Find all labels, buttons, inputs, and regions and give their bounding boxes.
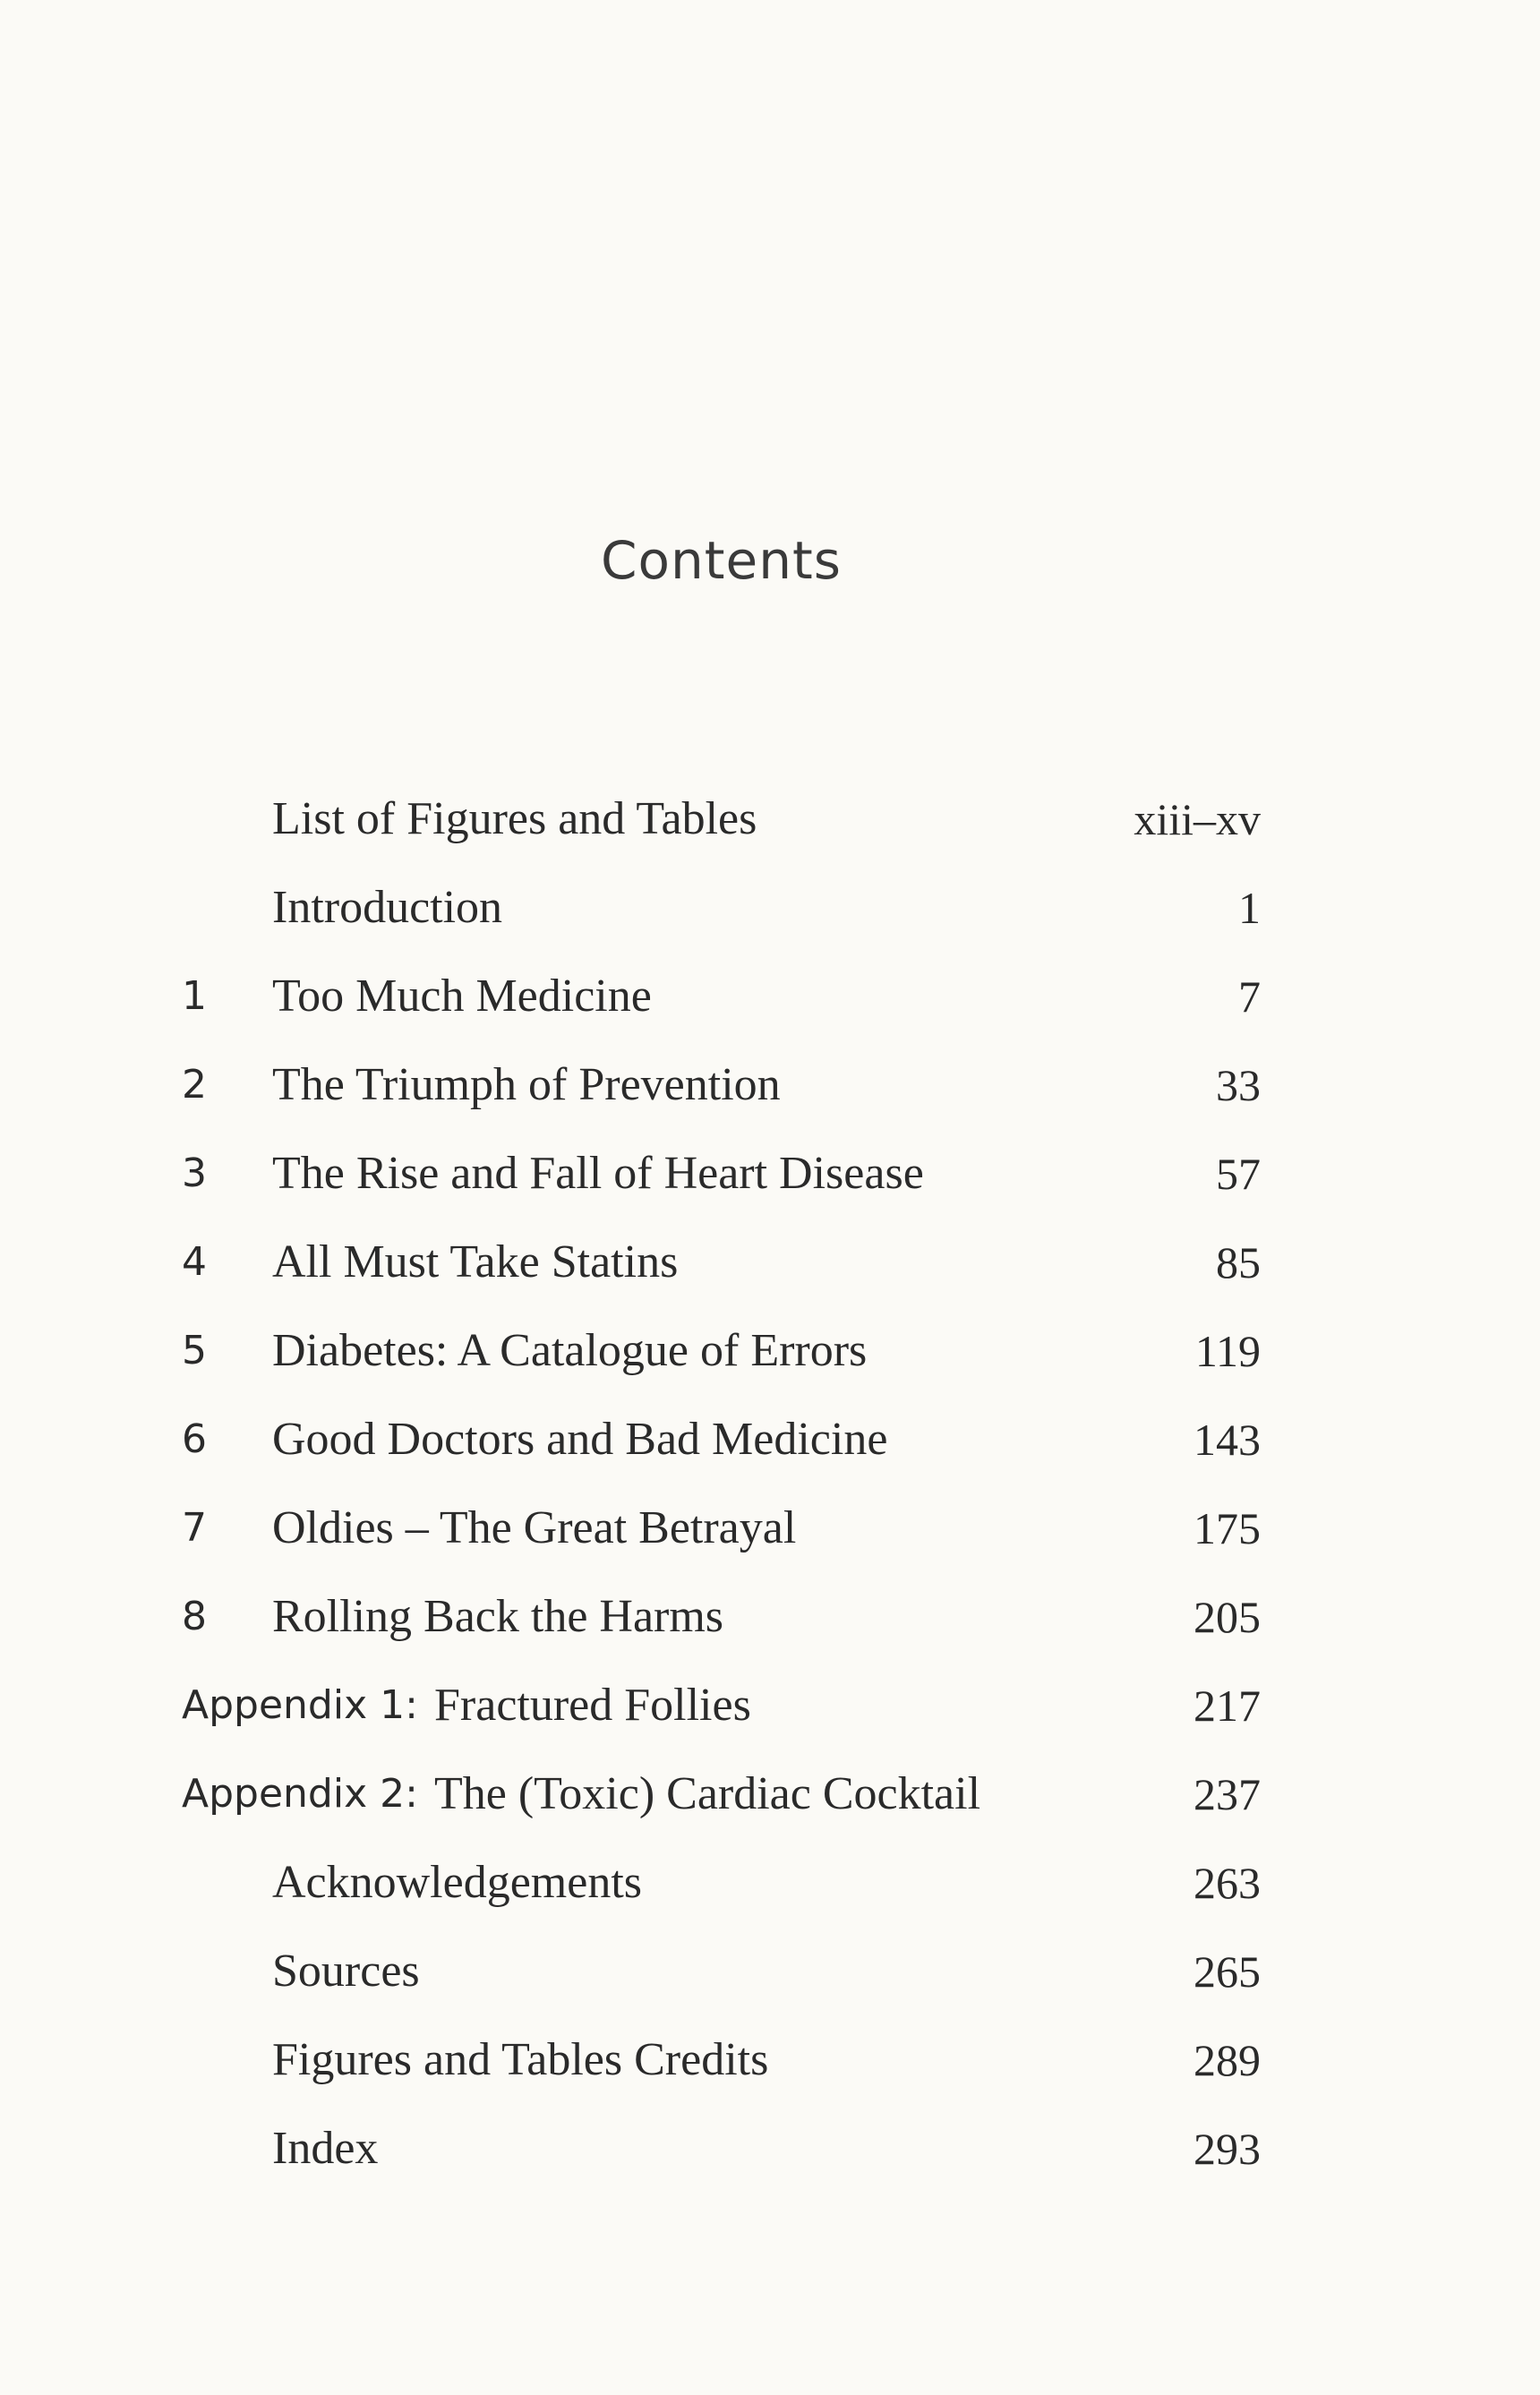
toc-row xyxy=(0,1054,1540,1142)
toc-row xyxy=(0,1408,1540,1497)
toc-page-number: 7 xyxy=(1238,971,1261,1022)
toc-entry-title: Introduction xyxy=(272,882,503,933)
toc-entry-title: Acknowledgements xyxy=(272,1857,643,1908)
chapter-number: 5 xyxy=(182,1328,207,1373)
toc-page-number: 293 xyxy=(1194,2124,1261,2174)
table-of-contents xyxy=(0,788,1540,2206)
toc-row xyxy=(0,1142,1540,1231)
toc-page-number: 143 xyxy=(1194,1415,1261,1465)
toc-entry-title: The Triumph of Prevention xyxy=(272,1059,781,1110)
toc-page-number: 263 xyxy=(1194,1858,1261,1908)
toc-row xyxy=(0,877,1540,965)
toc-entry-title: Index xyxy=(272,2123,379,2174)
toc-page-number: 85 xyxy=(1216,1237,1261,1287)
toc-page-number: 265 xyxy=(1194,1946,1261,1997)
toc-page-number: xiii–xv xyxy=(1134,794,1261,844)
toc-page-number: 33 xyxy=(1216,1060,1261,1110)
chapter-number: 7 xyxy=(182,1505,207,1551)
toc-row xyxy=(0,1852,1540,1940)
appendix-label: Appendix 1: xyxy=(182,1682,418,1728)
toc-entry-title: Too Much Medicine xyxy=(272,971,652,1022)
toc-row xyxy=(0,1231,1540,1320)
toc-entry-title: Sources xyxy=(272,1946,420,1997)
chapter-number: 3 xyxy=(182,1150,207,1196)
toc-row xyxy=(0,1320,1540,1408)
toc-page-number: 237 xyxy=(1194,1769,1261,1819)
toc-entry-title: The Rise and Fall of Heart Disease xyxy=(272,1148,924,1199)
appendix-label: Appendix 2: xyxy=(182,1771,418,1817)
chapter-number: 2 xyxy=(182,1062,207,1108)
toc-entry-title: Oldies – The Great Betrayal xyxy=(272,1502,797,1553)
toc-entry-title: Rolling Back the Harms xyxy=(272,1591,724,1642)
toc-page-number: 119 xyxy=(1194,1326,1261,1376)
toc-row xyxy=(0,1586,1540,1674)
toc-row xyxy=(0,2117,1540,2206)
toc-row xyxy=(0,1940,1540,2029)
toc-entry-title: Fractured Follies xyxy=(434,1680,751,1731)
toc-page-number: 217 xyxy=(1194,1681,1261,1731)
toc-page-number: 205 xyxy=(1194,1592,1261,1642)
toc-row xyxy=(0,1763,1540,1852)
toc-row xyxy=(0,1674,1540,1763)
toc-row xyxy=(0,2029,1540,2117)
chapter-number: 8 xyxy=(182,1594,207,1639)
toc-row xyxy=(0,788,1540,877)
toc-page-number: 57 xyxy=(1216,1149,1261,1199)
toc-row xyxy=(0,1497,1540,1586)
toc-page-number: 1 xyxy=(1238,883,1261,933)
toc-entry-title: The (Toxic) Cardiac Cocktail xyxy=(434,1768,981,1819)
chapter-number: 6 xyxy=(182,1416,207,1462)
toc-entry-title: Diabetes: A Catalogue of Errors xyxy=(272,1325,868,1376)
chapter-number: 1 xyxy=(182,973,207,1019)
toc-page-number: 289 xyxy=(1194,2035,1261,2085)
toc-entry-title: Good Doctors and Bad Medicine xyxy=(272,1414,888,1465)
chapter-number: 4 xyxy=(182,1239,207,1285)
toc-entry-title: List of Figures and Tables xyxy=(272,793,757,844)
toc-entry-title: Figures and Tables Credits xyxy=(272,2034,769,2085)
toc-row xyxy=(0,965,1540,1054)
toc-page-number: 175 xyxy=(1194,1503,1261,1553)
toc-entry-title: All Must Take Statins xyxy=(272,1236,679,1287)
page-title: Contents xyxy=(601,530,842,591)
